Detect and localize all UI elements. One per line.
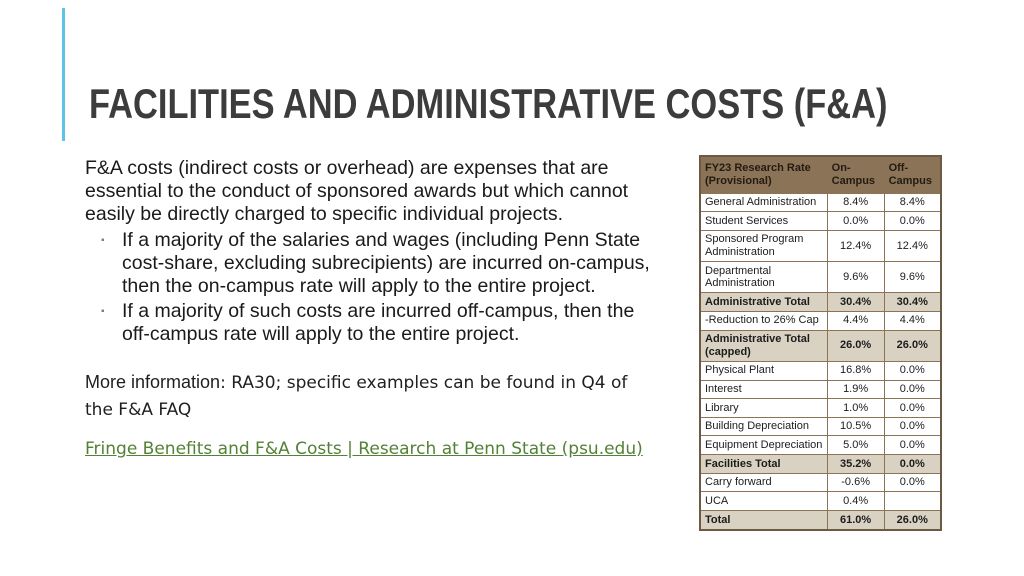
row-on-value: -0.6% (827, 473, 884, 492)
table-row (700, 212, 941, 231)
row-on-value: 8.4% (827, 193, 884, 212)
table-row (700, 193, 941, 212)
row-on-value: 9.6% (827, 262, 884, 293)
row-off-value: 0.0% (884, 212, 941, 231)
more-info-text (85, 369, 660, 422)
row-on-value: 1.0% (827, 399, 884, 418)
row-off-value: 0.0% (884, 361, 941, 380)
intro-paragraph: F&A costs (indirect costs or overhead) are expenses that are essential to the conduct of sponsored awards but which cannot easily be directly charged to specific individual projects. (85, 157, 629, 225)
table-row (700, 230, 941, 261)
row-off-value: 0.0% (884, 417, 941, 436)
row-on-value: 10.5% (827, 417, 884, 436)
bullet-marker-icon: ▪ (101, 235, 105, 246)
header-off-campus: Off-Campus (884, 156, 941, 193)
row-off-value: 26.0% (884, 511, 941, 530)
more-info-detail: : RA30; specific examples can be found in Q4 of the F&A FAQ (85, 373, 628, 420)
row-off-value: 12.4% (884, 230, 941, 261)
table-row (700, 436, 941, 455)
table-row (700, 492, 941, 511)
row-label: Library (700, 399, 827, 418)
row-off-value: 0.0% (884, 380, 941, 399)
table-row (700, 361, 941, 380)
row-off-value: 0.0% (884, 399, 941, 418)
table-row-subtotal (700, 293, 941, 312)
table-row (700, 417, 941, 436)
table-row-total (700, 511, 941, 530)
row-off-value: 0.0% (884, 455, 941, 474)
row-label: Carry forward (700, 473, 827, 492)
row-label: Facilities Total (700, 455, 827, 474)
row-on-value: 16.8% (827, 361, 884, 380)
row-label: UCA (700, 492, 827, 511)
body-text-block (85, 157, 653, 460)
header-rate-title: FY23 Research Rate (Provisional) (700, 156, 827, 193)
row-on-value: 26.0% (827, 330, 884, 361)
row-off-value: 8.4% (884, 193, 941, 212)
row-on-value: 35.2% (827, 455, 884, 474)
row-off-value (884, 492, 941, 511)
row-label: Sponsored Program Administration (700, 230, 827, 261)
row-label: General Administration (700, 193, 827, 212)
page-title: FACILITIES AND ADMINISTRATIVE COSTS (F&A) (89, 80, 888, 127)
row-label: Administrative Total (700, 293, 827, 312)
header-on-campus: On-Campus (827, 156, 884, 193)
more-info-prefix: More information (85, 372, 221, 392)
bullet-item (85, 300, 653, 346)
table-row (700, 311, 941, 330)
row-on-value: 4.4% (827, 311, 884, 330)
row-label: Administrative Total (capped) (700, 330, 827, 361)
table-row-subtotal (700, 455, 941, 474)
bullet-text: If a majority of such costs are incurred off-campus, then the off-campus rate will apply to the entire project. (122, 300, 635, 345)
table-row (700, 262, 941, 293)
bullet-text: If a majority of the salaries and wages (including Penn State cost-share, excluding subrecipients) are incurred on-campus, then the on-campus rate will apply to the entire project. (122, 229, 650, 297)
row-label: Interest (700, 380, 827, 399)
table-row-subtotal (700, 330, 941, 361)
table-row (700, 380, 941, 399)
rate-table (699, 155, 942, 531)
row-off-value: 0.0% (884, 473, 941, 492)
row-on-value: 12.4% (827, 230, 884, 261)
row-label: Total (700, 511, 827, 530)
row-label: Equipment Depreciation (700, 436, 827, 455)
fringe-benefits-link[interactable]: Fringe Benefits and F&A Costs | Research at Penn State (psu.edu) (85, 439, 643, 460)
row-label: Building Depreciation (700, 417, 827, 436)
bullet-marker-icon: ▪ (101, 306, 105, 317)
row-on-value: 61.0% (827, 511, 884, 530)
row-on-value: 0.4% (827, 492, 884, 511)
table-row (700, 399, 941, 418)
title-accent-bar (62, 8, 65, 141)
row-off-value: 0.0% (884, 436, 941, 455)
row-off-value: 30.4% (884, 293, 941, 312)
bullet-item (85, 229, 653, 298)
row-label: Physical Plant (700, 361, 827, 380)
row-label: Student Services (700, 212, 827, 231)
row-off-value: 26.0% (884, 330, 941, 361)
row-off-value: 9.6% (884, 262, 941, 293)
table-header-row (700, 156, 941, 193)
table-row (700, 473, 941, 492)
row-label: Departmental Administration (700, 262, 827, 293)
row-label: -Reduction to 26% Cap (700, 311, 827, 330)
row-on-value: 0.0% (827, 212, 884, 231)
row-on-value: 1.9% (827, 380, 884, 399)
row-off-value: 4.4% (884, 311, 941, 330)
row-on-value: 30.4% (827, 293, 884, 312)
row-on-value: 5.0% (827, 436, 884, 455)
